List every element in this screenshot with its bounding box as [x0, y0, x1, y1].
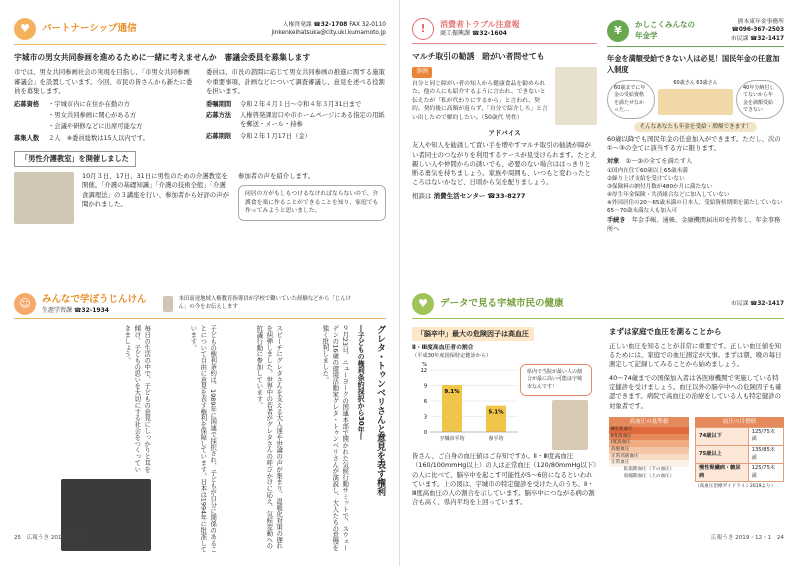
- health-section: ♥ データで見る宇城市民の健康 市民課 ☎32-1417 「脳卒中」最大の危険因子は高血圧 Ⅱ・Ⅲ度高血圧者の割合 （平成30年度国保特定健診から） 0 3 6 9 12 % 9.1% 宇城市平均 5.1% 県平均 県内で当院が最い人の割合が最に高い可能は宇城市なんです！ 皆さん、ご自身の血圧値はご存知ですか。Ⅱ・Ⅲ度高血圧（160/100mmHg以上）の人は正常血圧（120/80mmHg以下）の人に比べて、脳卒中を起こす可能性が5～6倍になるといわれています。上の図は、宇城市の特定健診を受けた人のうち、Ⅱ・Ⅲ度高血圧の人の割合を示しています。脳卒中につながる病の割合も高く、県内平均を上回っています。 まずは家庭で血圧を測ることから 正しい血圧を知ることが非常に重要です。正しい血圧値を知るためには、家庭での血圧測定が大事。まずは朝、晩の毎日測定して記録してみることから始めましょう。 40～74歳までの国保加入者は各医療機関で実施している特定健診を受けましょう。血圧以外の脳卒中への危険因子も確認できます。病院で高血圧の治療をしている人も特定健診の対象者です。 高血圧の基準値 Ⅲ度高血圧 Ⅱ度高血圧 Ⅰ度高血圧 高値血圧 正常高値血圧 正常血圧 拡張期血圧（下の血圧） 収縮期血圧（上の血圧） 血圧の目標値 74歳以下 125/75未満 75歳以上 135/85未満 慢性腎臓病・糖尿病 125/75未満 （高血圧治療ガイドライン2019より）: [412, 293, 784, 512]
- speech-bubble: 県内で当院が最い人の割合が最に高い可能は宇城市なんです！: [520, 364, 592, 396]
- author-photo: [163, 296, 173, 312]
- jinken-col3: 子どもの権利条約は、1989年に国連で採択され、子どもが自分に関係のあることについて自由に意見を表す権利を保障しています。日本は1994年に批准しています。: [189, 325, 218, 553]
- people-icon: ☺: [14, 293, 36, 315]
- jinken-headline: グレタ・トゥンベリさんと意見を表す権利: [375, 325, 385, 497]
- health-sub-right: まずは家庭で血圧を測ることから: [609, 327, 722, 336]
- requirement-item: 募集人数 ２人 ※委員総数は15人以内です。: [14, 134, 149, 142]
- left-page: [14, 18, 386, 553]
- bp-target-table: [695, 427, 784, 482]
- application-item: 応募期限 令和２年１月17日（金）: [206, 132, 311, 140]
- y-tick-label: 12: [420, 368, 427, 375]
- heart-icon: ♥: [412, 293, 434, 315]
- pension-illustration: [658, 89, 733, 115]
- requirement-item: 応募資格 ・宇城市内に在住か在勤の方: [14, 101, 130, 109]
- warning-icon: !: [412, 18, 434, 40]
- handshake-icon: ♥: [14, 18, 36, 40]
- course-text: 10月３日、17日、31日に男性のための介護教室を開催。「介護の基礎知識」「介護の技術全般」「介護食調理法」の３講座を行い、参加者から好評の声が聞かれました。: [82, 172, 229, 208]
- requirement-item: ・男女共同参画に関心がある方: [48, 112, 137, 120]
- bubble-63: 40年分納付してないから年金を満額受給できない: [736, 80, 784, 119]
- pension-body: 60歳以降でも国民年金の任意加入ができます。ただし、次の①～③の全てに該当する方に限ります。: [607, 135, 781, 153]
- requirement-list: [14, 100, 194, 143]
- bp-target: 血圧の目標値 74歳以下 125/75未満 75歳以上 135/85未満 慢性腎臓病・糖尿病 125/75未満 （高血圧治療ガイドライン2019より）: [695, 417, 784, 491]
- bp-level: Ⅱ度高血圧: [609, 434, 689, 441]
- presenter-photo: [552, 400, 588, 450]
- hypertension-chart: [412, 360, 522, 450]
- bp-criteria: 高血圧の基準値 Ⅲ度高血圧 Ⅱ度高血圧 Ⅰ度高血圧 高値血圧 正常高値血圧 正常血圧 拡張期血圧（下の血圧） 収縮期血圧（上の血圧）: [609, 417, 689, 491]
- left-footer: 25 広報うき 2019・12・1: [14, 534, 87, 541]
- requirement-item: ・会議や研修などに出席可能な方: [48, 123, 143, 131]
- y-tick-label: 9: [423, 383, 427, 390]
- bp-level: Ⅲ度高血圧: [609, 427, 689, 434]
- pension-target-item: ②繰り上げ支給を受けていない: [607, 175, 685, 182]
- partnership-header: [14, 18, 386, 45]
- page-fold: [399, 0, 400, 566]
- right-footer: 広報うき 2019・12・1 24: [711, 534, 784, 541]
- y-tick-label: 3: [423, 414, 427, 421]
- advice-text: 友人や知人を勧誘して買い手を増やすマルチ取引の勧誘が障がい者同士のつながりを利用するケースが見受けられます。たとえ親しい人や仲間からの誘いでも、必要のない場合ははっきりと断る勇気を持ちましょう。家族や周囲も、いつもと変わったところはないかなど、日頃から気を配りましょう。: [412, 141, 597, 187]
- health-p3: 40～74歳までの国保加入者は各医療機関で実施している特定健診を受けましょう。血圧以外の脳卒中への危険因子も確認できます。病院で高血圧の治療をしている人も特定健診の対象者です。: [609, 373, 782, 410]
- pension-target-item: ④厚生年金保険・共済組合などに加入していない: [607, 192, 730, 199]
- pension-icon: ¥: [607, 20, 629, 42]
- right-page: [412, 18, 784, 548]
- course-title: 「男性介護教室」を開催しました: [14, 151, 136, 167]
- partnership-body: [14, 68, 386, 142]
- consumer-title: 消費者トラブル注意報: [440, 19, 520, 29]
- course-section: [14, 172, 386, 224]
- pension-title: かしこくみんなの年金学: [635, 19, 695, 40]
- x-tick-label: 宇城市平均: [439, 436, 465, 443]
- consumer-lead: マルチ取引の勧誘 賠がい者問せても: [412, 52, 545, 61]
- jinken-vertical-text: [14, 325, 386, 560]
- partnership-body-left: 市では、男女共同参画社会の実現を目指し、「市男女共同参画審議会」を設置しています。今回、市民の皆さんから新たに委員を募集します。: [14, 68, 193, 95]
- case-badge: 事例: [412, 67, 432, 78]
- chart-note: （平成30年度国保特定健診から）: [412, 352, 492, 359]
- health-title: データで見る宇城市民の健康: [440, 298, 564, 310]
- table-row: 75歳以上 135/85未満: [696, 446, 784, 464]
- bp-level: 高値血圧: [609, 447, 689, 454]
- bp-level: 正常高値血圧: [609, 454, 689, 461]
- y-tick-label: 6: [423, 399, 427, 406]
- y-tick-label: 0: [423, 430, 427, 437]
- bar-data-label: 5.1%: [488, 409, 504, 416]
- jinken-subheadline: ―子どもの権利条約採択から30年―: [357, 325, 366, 441]
- partnership-body-right: 委員は、市長の諮問に応じて男女共同参画の推進に関する施策や重要事項、計画などについて調査審議し、意見を述べる役割を担います。: [206, 68, 385, 95]
- bp-level: Ⅰ度高血圧: [609, 440, 689, 447]
- pension-lead: 年金を満額受給できない人は必見！国民年金の任意加入制度: [607, 54, 780, 74]
- consumer-illustration: [555, 67, 597, 125]
- health-p1: 皆さん、ご自身の血圧値はご存知ですか。Ⅱ・Ⅲ度高血圧（160/100mmHg以上）の人は正常血圧（120/80mmHg以下）の人に比べて、脳卒中を起こす可能性が5～6倍になるといわれています。上の図は、宇城市の特定健診を受けた人のうち、Ⅱ・Ⅲ度高血圧の人の割合を示しています。脳卒中につながる病の割合も高く、県内平均を上回っています。: [412, 452, 597, 507]
- health-sub-left: 「脳卒中」最大の危険因子は高血圧: [412, 327, 534, 341]
- jinken-col4: 毎日の生活の中で、子どもの意見にしっかりと耳を傾け、子どもの思いを大切にする社会をつくっていきましょう。: [123, 325, 152, 473]
- consult-line: 相談は 消費生活センター ☎33-8277: [412, 191, 526, 200]
- partnership-contact: 人権啓発課 ☎32-1708 FAX 32-0110 jinkenkeihatsuka@city.uki.kumamoto.jp: [271, 21, 386, 36]
- bar-data-label: 9.1%: [444, 389, 460, 396]
- pension-pill: そんなあなたも年金を受給・増額できます！: [634, 122, 758, 132]
- application-item: 委嘱期間 令和２年４月１日～令和４年３月31日まで: [206, 101, 362, 109]
- email-link[interactable]: jinkenkeihatsuka@city.uki.kumamoto.jp: [271, 30, 386, 36]
- application-item: 応募方法 人権啓発課窓口や市ホームページにある指定の用紙を郵送・メール・持参: [206, 112, 385, 129]
- health-p2: 正しい血圧を知ることが非常に重要です。正しい血圧値を知るためには、家庭での血圧測定が大事。まずは朝、晩の毎日測定して記録してみることから始めましょう。: [609, 341, 782, 369]
- partnership-lead: 宇城市の男女共同参画を進めるために一緒に考えませんか 審議会委員を募集します: [14, 53, 311, 62]
- pension-target-item: ※外国居住の20～65歳未満の日本人、受給資格期間を満たしていない65～70歳未満な人も加入可: [607, 200, 783, 215]
- jinken-caption: 本田南達地域人権教育指導員が学校で働いていた経験などから「じんけん」の今をお伝えします: [178, 296, 352, 311]
- jinken-section: ☺ みんなで学ぼうじんけん 生涯学習課 ☎32-1934 本田南達地域人権教育指導員が学校で働いていた経験などから「じんけん」の今をお伝えします グレタ・トゥンベリさんと意見を表す権利 ―子どもの権利条約採択から30年― ９月23日、ニューヨークの国連本部で開かれた気候行動サミットで、スウェーデンの16歳の環境活動家グレタ・トゥンベリさんが演説し、大人たちの怠慢を強く批判しました。 スピーチにグレタさんを支える大人達や世論の声が集まり、温暖化対策の遅れを糾弾しました。世界中の若者がグレタさんの呼びかけに応え、気候変動への抗議行動に参加しています。 子どもの権利条約は、1989年に国連で採択され、子どもが自分に関係のあることについて自由に意見を表す権利を保障しています。日本は1994年に批准しています。 毎日の生活の中で、子どもの意見にしっかりと耳を傾け、子どもの思いを大切にする社会をつくっていきましょう。: [14, 293, 386, 560]
- pension-target-list: [607, 167, 784, 216]
- pension-section: ¥ かしこくみんなの年金学 熊本東年金事務所 ☎096-367-2503 市民課 ☎32-1417 年金を満額受給できない人は必見！国民年金の任意加入制度 60歳までに年金の受給資格を満たせなかった… 60歳さん 63歳さん 40年分納付してないから年金を満額受給できない そんなあなたも年金を受給・増額できます！ 60歳以降でも国民年金の任意加入ができます。ただし、次の①～③の全てに該当する方に限ります。 対象 ①～③の全てを満たす人 ①国内在住で60歳以上65歳未満 ②繰り上げ支給を受けていない ③保険料の納付月数が480か月に満たない ④厚生年金保険・共済組合などに加入していない ※外国居住の20～65歳未満の日本人、受給資格期間を満たしていない65～70歳未満な人も加入可 手続き 年金手帳、通帳、金融機関届出印を持参し、年金事務所へ: [607, 19, 784, 234]
- course-voice: 同居の方がもしもつけるなければならないので、介護食を楽に作ることができることを知り、家庭でも作ってみようと思いました。: [238, 185, 386, 220]
- pension-target-item: ①国内在住で60歳以上65歳未満: [607, 167, 688, 174]
- course-voice-intro: 参加者の声を紹介します。: [238, 172, 315, 181]
- bp-level: 正常血圧: [609, 460, 689, 467]
- table-row: 慢性腎臓病・糖尿病 125/75未満: [696, 464, 784, 482]
- partnership-title: パートナーシップ通信: [42, 23, 137, 35]
- pension-target-item: ③保険料の納付月数が480か月に満たない: [607, 183, 713, 190]
- jinken-col2: スピーチにグレタさんを支える大人達や世論の声が集まり、温暖化対策の遅れを糾弾しました。世界中の若者がグレタさんの呼びかけに応え、気候変動への抗議行動に参加しています。: [255, 325, 284, 550]
- consumer-section: ! 消費者トラブル注意報 商工振興課 ☎32-1604 マルチ取引の勧誘 賠がい者問せても 事例 自分と同じ障がい者の知人から健康食品を勧められた。他の人にも紹介するように言われ、できないと伝えたが「私が代わりにするから」と言われ、契約。契約後に高額が返らず、「自分で紹介しろ」と言い出したので解約したい。（50歳代 男性） アドバイス 友人や知人を勧誘して買い手を増やすマルチ取引の勧誘が障がい者同士のつながりを利用するケースが見受けられます。たとえ親しい人や仲間からの誘いでも、必要のない場合ははっきりと断る勇気を持ちましょう。家族や周囲も、いつもと変わったところはないかなど、日頃から気を配りましょう。 相談は 消費生活センター ☎33-8277: [412, 19, 597, 200]
- application-list: [206, 100, 386, 141]
- case-text: 自分と同じ障がい者の知人から健康食品を勧められた。他の人にも紹介するように言われ、できないと伝えたが「私が代わりにするから」と言われ、契約。契約後に高額が返らず、「自分で紹介しろ」と言い出したので解約したい。（50歳代 男性）: [412, 80, 548, 121]
- jinken-col1: ９月23日、ニューヨークの国連本部で開かれた気候行動サミットで、スウェーデンの16歳の環境活動家グレタ・トゥンベリさんが演説し、大人たちの怠慢を強く批判しました。: [321, 325, 350, 552]
- chart-caption: Ⅱ・Ⅲ度高血圧者の割合: [412, 345, 474, 352]
- table-row: 74歳以下 125/75未満: [696, 427, 784, 445]
- y-unit-label: %: [422, 362, 427, 369]
- advice-label: アドバイス: [488, 128, 521, 137]
- bubble-60: 60歳までに年金の受給資格を満たせなかった…: [607, 80, 655, 119]
- course-photo: [14, 172, 74, 224]
- x-tick-label: 県平均: [488, 436, 504, 443]
- jinken-title: みんなで学ぼうじんけん: [42, 294, 147, 305]
